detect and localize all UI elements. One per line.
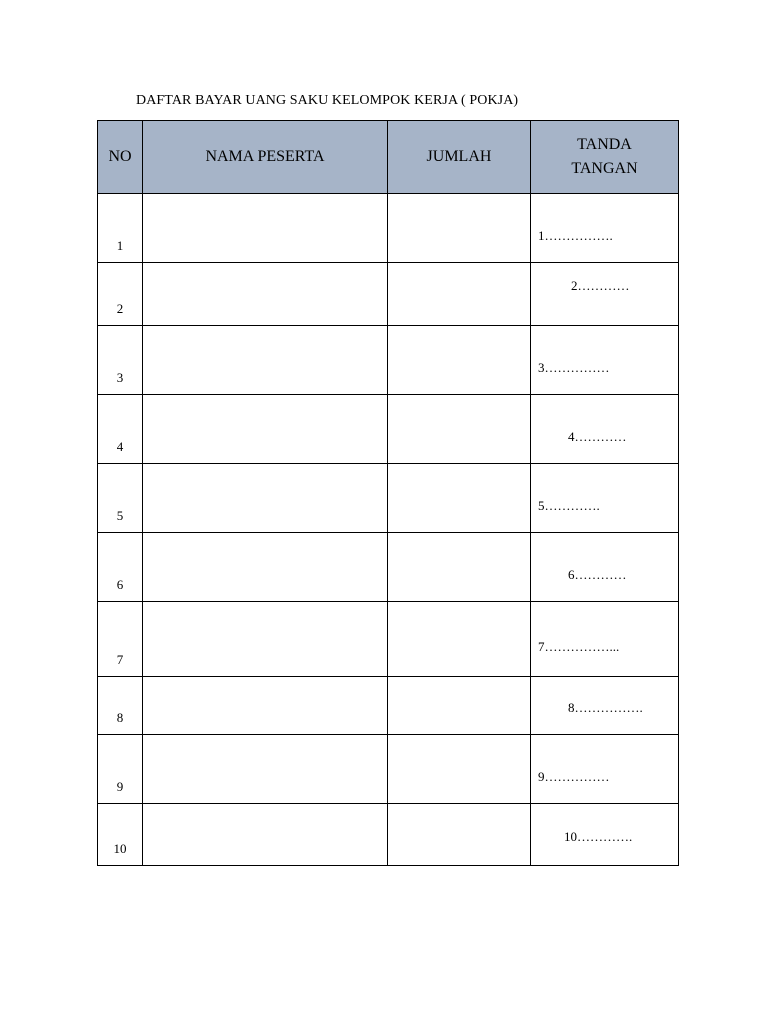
table-row — [98, 677, 679, 735]
payment-table — [97, 120, 679, 866]
signature-line: 8……………. — [568, 699, 643, 715]
table-row — [98, 533, 679, 602]
nama-peserta-cell[interactable] — [143, 395, 388, 464]
nama-peserta-cell[interactable] — [143, 602, 388, 677]
row-number: 3 — [98, 326, 143, 395]
row-number: 1 — [98, 194, 143, 263]
jumlah-cell[interactable] — [388, 194, 531, 263]
signature-line: 9…………… — [538, 769, 610, 784]
tanda-tangan-cell[interactable] — [531, 395, 679, 464]
jumlah-cell[interactable] — [388, 677, 531, 735]
jumlah-cell[interactable] — [388, 263, 531, 326]
tanda-tangan-cell[interactable] — [531, 804, 679, 866]
jumlah-cell[interactable] — [388, 602, 531, 677]
signature-line: 7……………... — [538, 639, 620, 654]
header-no: NO — [98, 121, 143, 194]
table-body — [98, 194, 679, 866]
document-title: DAFTAR BAYAR UANG SAKU KELOMPOK KERJA ( POKJA) — [136, 93, 519, 108]
header-tanda-tangan — [531, 121, 679, 194]
signature-line: 4………… — [568, 429, 627, 444]
row-number: 7 — [98, 602, 143, 677]
row-number: 2 — [98, 263, 143, 326]
table-row — [98, 804, 679, 866]
jumlah-cell[interactable] — [388, 464, 531, 533]
table-row — [98, 395, 679, 464]
header-nama-peserta: NAMA PESERTA — [143, 121, 388, 194]
tanda-tangan-cell[interactable] — [531, 602, 679, 677]
table-row — [98, 464, 679, 533]
header-tangan: TANGAN — [571, 160, 638, 177]
signature-line: 5…………. — [538, 498, 600, 513]
table-row — [98, 735, 679, 804]
table-row — [98, 602, 679, 677]
tanda-tangan-cell[interactable] — [531, 533, 679, 602]
row-number: 9 — [98, 735, 143, 804]
header-jumlah: JUMLAH — [388, 121, 531, 194]
nama-peserta-cell[interactable] — [143, 464, 388, 533]
signature-line: 6………… — [568, 567, 627, 582]
jumlah-cell[interactable] — [388, 735, 531, 804]
row-number: 5 — [98, 464, 143, 533]
jumlah-cell[interactable] — [388, 326, 531, 395]
nama-peserta-cell[interactable] — [143, 735, 388, 804]
signature-line: 3…………… — [538, 360, 610, 375]
signature-line: 2………… — [571, 278, 630, 293]
tanda-tangan-cell[interactable] — [531, 464, 679, 533]
nama-peserta-cell[interactable] — [143, 194, 388, 263]
nama-peserta-cell[interactable] — [143, 263, 388, 326]
tanda-tangan-cell[interactable] — [531, 677, 679, 735]
nama-peserta-cell[interactable] — [143, 326, 388, 395]
tanda-tangan-cell[interactable] — [531, 194, 679, 263]
nama-peserta-cell[interactable] — [143, 677, 388, 735]
signature-line: 1……………. — [538, 228, 613, 243]
jumlah-cell[interactable] — [388, 533, 531, 602]
nama-peserta-cell[interactable] — [143, 804, 388, 866]
row-number: 8 — [98, 677, 143, 735]
row-number: 6 — [98, 533, 143, 602]
tanda-tangan-cell[interactable] — [531, 326, 679, 395]
table-row — [98, 194, 679, 263]
row-number: 10 — [98, 804, 143, 866]
tanda-tangan-cell[interactable] — [531, 735, 679, 804]
tanda-tangan-cell[interactable] — [531, 263, 679, 326]
jumlah-cell[interactable] — [388, 395, 531, 464]
nama-peserta-cell[interactable] — [143, 533, 388, 602]
signature-line: 10…………. — [564, 828, 633, 844]
jumlah-cell[interactable] — [388, 804, 531, 866]
table-row — [98, 326, 679, 395]
table-row — [98, 263, 679, 326]
row-number: 4 — [98, 395, 143, 464]
table-header-row — [98, 121, 679, 194]
header-tanda: TANDA — [577, 136, 632, 153]
